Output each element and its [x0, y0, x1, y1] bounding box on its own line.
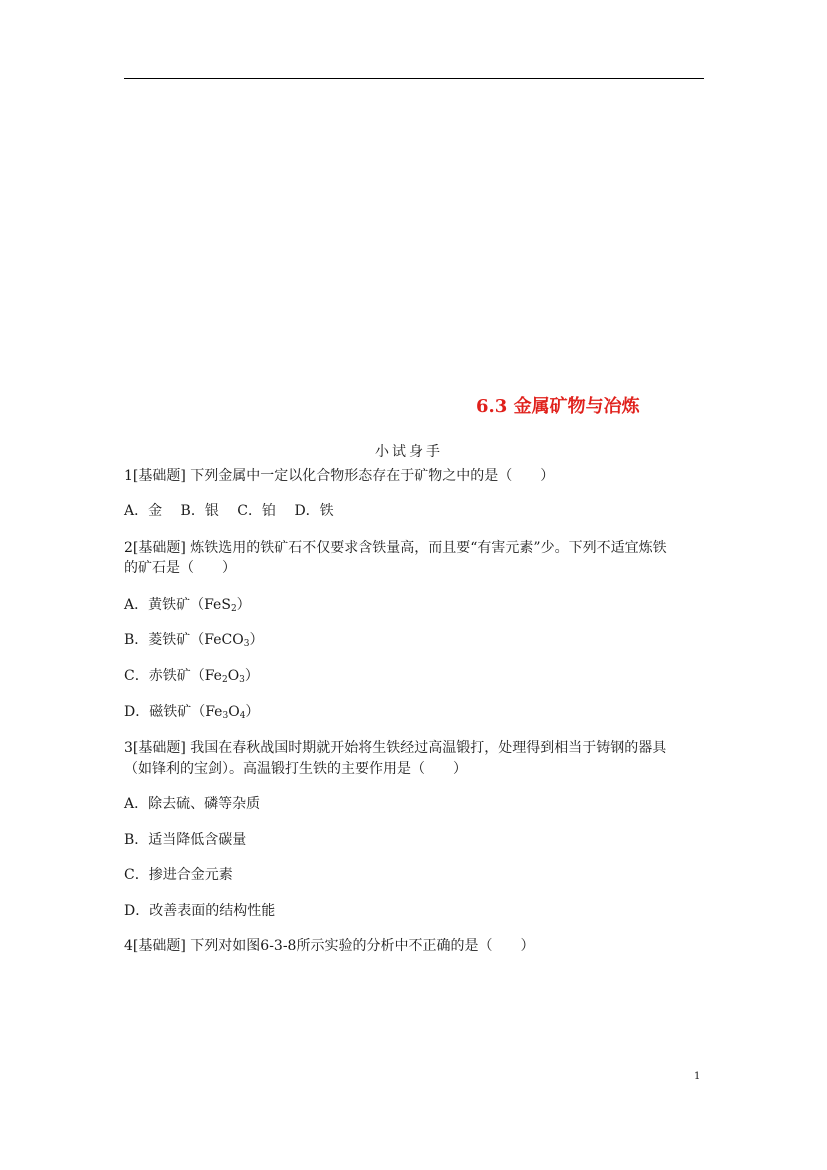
question-2-option-a: A．黄铁矿（FeS$_2$） [124, 597, 251, 614]
question-2-line-2: 的矿石是（ ） [124, 560, 236, 576]
question-4: 4[基础题] 下列对如图6-3-8所示实验的分析中不正确的是（ ） [124, 938, 535, 954]
question-2-option-d: D．磁铁矿$(Fe_3O_4)$ [124, 704, 260, 721]
header-rule [124, 78, 704, 79]
question-3-option-c: C．掺进合金元素 [124, 867, 233, 883]
page-number: 1 [694, 1071, 701, 1082]
question-3-option-b: B．适当降低含碳量 [124, 832, 247, 848]
question-3-option-a: A．除去硫、磷等杂质 [124, 796, 261, 812]
question-3-line-2: （如锋利的宝剑）。高温锻打生铁的主要作用是（ ） [124, 761, 467, 777]
question-2-line-1: 2[基础题] 炼铁选用的铁矿石不仅要求含铁量高，而且要“有害元素”少。下列不适宜炼铁 [124, 540, 667, 556]
question-1: 1[基础题] 下列金属中一定以化合物形态存在于矿物之中的是（ ） [124, 468, 555, 484]
question-3-option-d: D．改善表面的结构性能 [124, 903, 276, 919]
question-2-option-c: C．赤铁矿$(Fe_2O_3)$ [124, 668, 259, 685]
question-1-options: A．金 B．银 C．铂 D．铁 [124, 503, 334, 519]
section-subtitle: 小试身手 [375, 444, 443, 460]
page-title: 6.3 金属矿物与冶炼 [476, 396, 640, 417]
question-3-line-1: 3[基础题] 我国在春秋战国时期就开始将生铁经过高温锻打，处理得到相当于铸钢的器具 [124, 740, 667, 756]
question-2-option-b: B．菱铁矿（FeCO$_3$） [124, 632, 264, 649]
